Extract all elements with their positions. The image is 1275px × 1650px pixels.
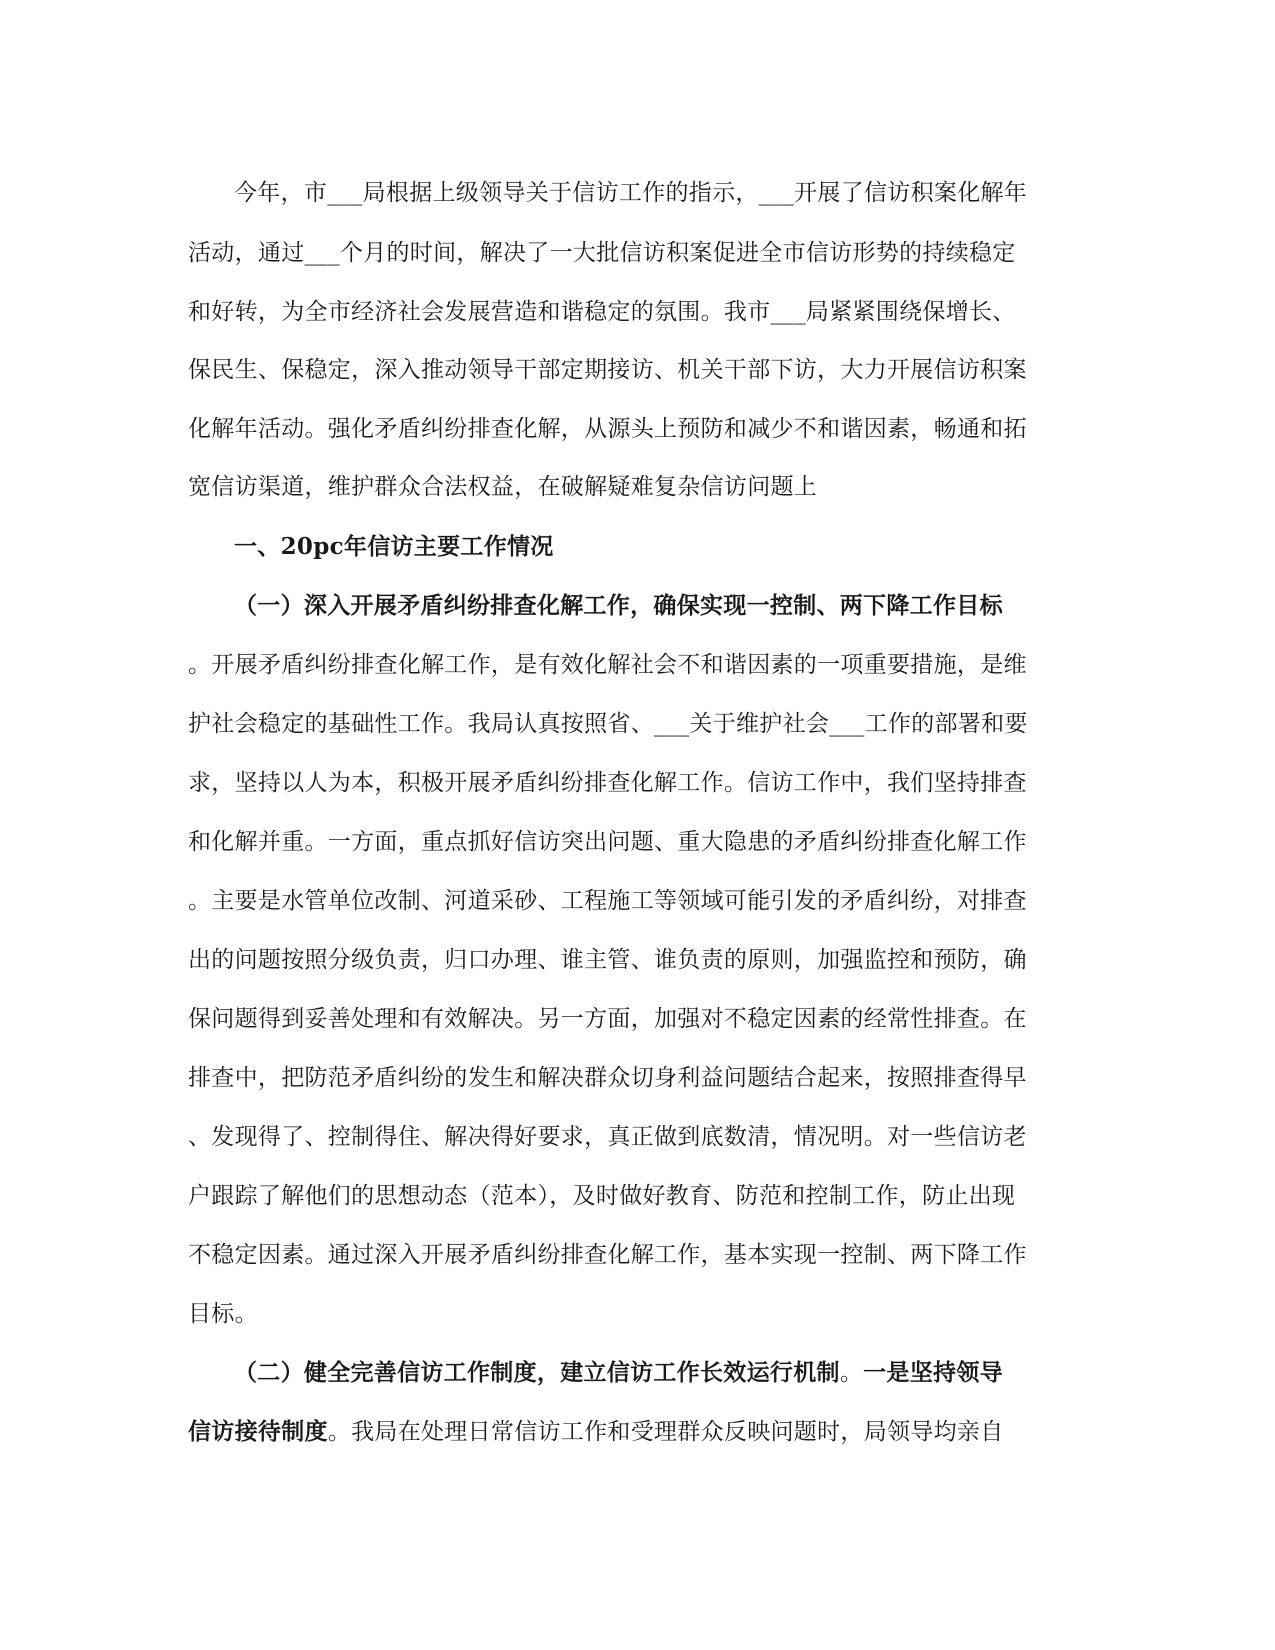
subsection-1-line-8: 排查中，把防范矛盾纠纷的发生和解决群众切身利益问题结合起来，按照排查得早 [188, 1065, 1027, 1091]
subsection-1-line-3: 求，坚持以人为本，积极开展矛盾纠纷排查化解工作。信访工作中，我们坚持排查 [188, 770, 1027, 796]
intro-line-2: 活动，通过___个月的时间，解决了一大批信访积案促进全市信访形势的持续稳定 [188, 240, 1016, 266]
subsection-2-heading: （二）健全完善信访工作制度，建立信访工作长效运行机制 [234, 1359, 840, 1386]
section-heading: 一、20pc年信访主要工作情况 [234, 533, 554, 560]
subsection-2-heading-line [234, 1358, 1134, 1388]
subsection-1-heading: （一）深入开展矛盾纠纷排查化解工作，确保实现一控制、两下降工作目标 [234, 592, 1003, 619]
subsection-1-line-12: 目标。 [188, 1301, 258, 1327]
subsection-2-line-2-text: 。我局在处理日常信访工作和受理群众反映问题时，局领导均亲自 [327, 1419, 1004, 1445]
subsection-2-heading-separator: 。 [839, 1360, 864, 1386]
intro-line-5: 化解年活动。强化矛盾纠纷排查化解，从源头上预防和减少不和谐因素，畅通和拓 [188, 416, 1027, 442]
subsection-1-line-6: 出的问题按照分级负责，归口办理、谁主管、谁负责的原则，加强监控和预防，确 [188, 947, 1027, 973]
subsection-2-point-1-start: 一是坚持领导 [863, 1359, 1003, 1386]
intro-line-1: 今年，市___局根据上级领导关于信访工作的指示，___开展了信访积案化解年 [234, 180, 1028, 206]
subsection-1-line-5: 。主要是水管单位改制、河道采砂、工程施工等领域可能引发的矛盾纠纷，对排查 [188, 888, 1027, 914]
intro-line-3: 和好转，为全市经济社会发展营造和谐稳定的氛围。我市___局紧紧围绕保增长、 [188, 299, 1016, 325]
intro-line-6: 宽信访渠道，维护群众合法权益，在破解疑难复杂信访问题上 [188, 474, 818, 500]
intro-line-4: 保民生、保稳定，深入推动领导干部定期接访、机关干部下访，大力开展信访积案 [188, 357, 1027, 383]
subsection-1-line-7: 保问题得到妥善处理和有效解决。另一方面，加强对不稳定因素的经常性排查。在 [188, 1006, 1027, 1032]
subsection-1-line-4: 和化解并重。一方面，重点抓好信访突出问题、重大隐患的矛盾纠纷排查化解工作 [188, 829, 1027, 855]
subsection-1-line-9: 、发现得了、控制得住、解决得好要求，真正做到底数清，情况明。对一些信访老 [188, 1124, 1027, 1150]
subsection-1-line-2: 护社会稳定的基础性工作。我局认真按照省、___关于维护社会___工作的部署和要 [188, 711, 1028, 737]
subsection-1-line-10: 户跟踪了解他们的思想动态（范本），及时做好教育、防范和控制工作，防止出现 [188, 1183, 1016, 1209]
subsection-2-point-1-end: 信访接待制度 [188, 1418, 328, 1445]
subsection-1-line-1: 。开展矛盾纠纷排查化解工作，是有效化解社会不和谐因素的一项重要措施，是维 [188, 652, 1027, 678]
subsection-2-line-2 [188, 1417, 1088, 1447]
subsection-1-line-11: 不稳定因素。通过深入开展矛盾纠纷排查化解工作，基本实现一控制、两下降工作 [188, 1242, 1027, 1268]
